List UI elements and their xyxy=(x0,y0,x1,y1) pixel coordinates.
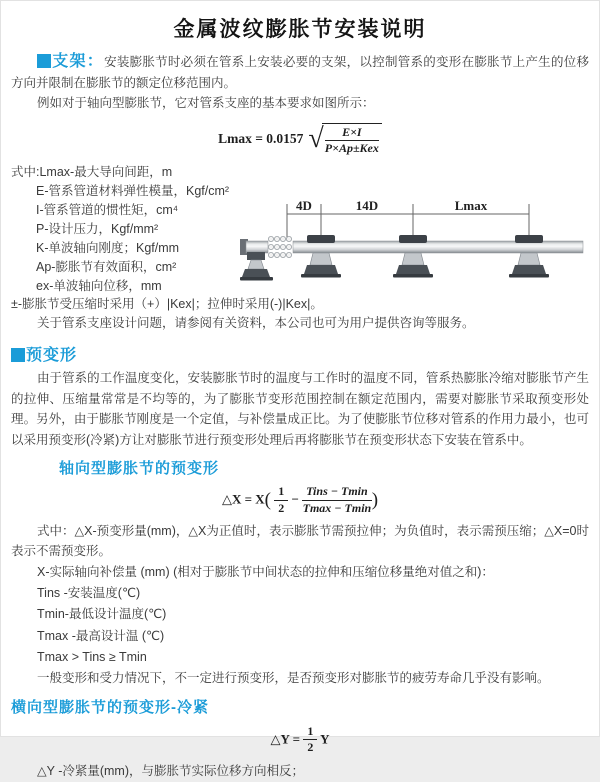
dimension-label-lmax: Lmax xyxy=(454,198,488,214)
definition-item: E-管系管道材料弹性模量，Kgf/cm² xyxy=(36,184,230,198)
one-half-fraction xyxy=(274,485,288,516)
plus-minus-note: ±-膨胀节受压缩时采用（+）|Kex|；拉伸时采用(-)|Kex|。 xyxy=(11,297,323,312)
fraction-numerator: 1 xyxy=(274,485,288,501)
preform-section-heading xyxy=(11,342,589,365)
axial-preform-formula xyxy=(11,485,589,516)
preform-heading-label: 预变形 xyxy=(26,347,78,365)
axial-formula-note: 式中：△X-预变形量(mm)，△X为正值时，表示膨胀节需预拉伸；为负值时，表示需预压缩；△X=0时表示不需预变形。 xyxy=(11,523,589,559)
temperature-fraction xyxy=(302,485,372,516)
lmax-formula-prefix: Lmax = 0.0157 xyxy=(218,130,304,146)
fraction-denominator: 2 xyxy=(278,500,285,515)
section-bullet-icon xyxy=(11,348,25,362)
definition-item: P-设计压力，Kgf/mm² xyxy=(36,221,159,236)
axial-definition-item: Tmin-最低设计温度(℃) xyxy=(37,607,167,622)
axial-preform-heading: 轴向型膨胀节的预变形 xyxy=(59,460,220,478)
definition-item: 式中:Lmax-最大导向间距，m xyxy=(11,165,173,180)
axial-definition-item: Tmax > Tins ≥ Tmin xyxy=(37,649,147,664)
lmax-formula-numerator: E×I xyxy=(325,126,379,142)
support-intro-text: 安装膨胀节时必须在管系上安装必要的支架，以控制管系的变形在膨胀节上产生的位移方向并限制在膨胀节的额定位移范围内。 xyxy=(11,55,589,90)
axial-definition-item: X-实际轴向补偿量 (mm) (相对于膨胀节中间状态的拉伸和压缩位移量绝对值之和)： xyxy=(37,564,494,579)
definition-item: ex-单波轴向位移，mm xyxy=(36,278,162,293)
transverse-preform-heading: 横向型膨胀节的预变形-冷紧 xyxy=(11,698,209,716)
transverse-formula-note: △Y -冷紧量(mm)，与膨胀节实际位移方向相反； xyxy=(37,764,305,779)
axial-definition-item: Tins -安装温度(℃) xyxy=(37,585,141,600)
axial-definitions-list xyxy=(11,562,589,668)
axial-formula-lhs: △X = X xyxy=(221,491,265,507)
dimension-label-4d: 4D xyxy=(296,198,312,214)
fraction-numerator: 1 xyxy=(303,725,317,741)
dimension-label-14d: 14D xyxy=(355,198,379,214)
support-intro-paragraph xyxy=(11,52,589,93)
lmax-formula xyxy=(11,123,589,157)
definition-item: Ap-膨胀节有效面积，cm² xyxy=(36,259,177,274)
close-paren: ) xyxy=(371,489,379,511)
open-paren: ( xyxy=(264,489,271,511)
consult-note: 关于管系支座设计问题，请参阅有关资料，本公司也可为用户提供咨询等服务。 xyxy=(37,316,475,331)
definition-item: I-管系管道的惯性矩，cm⁴ xyxy=(36,202,179,217)
symbol-definitions-list xyxy=(11,163,266,295)
definitions-and-diagram-row xyxy=(11,163,589,295)
pipe-support-diagram xyxy=(237,193,589,291)
sqrt-radical-icon: √ xyxy=(308,123,324,155)
axial-remark: 一般变形和受力情况下，不一定进行预变形，是否预变形对膨胀节的疲劳寿命几乎没有影响。 xyxy=(37,671,550,686)
bellows-icon xyxy=(268,236,291,257)
section-bullet-icon xyxy=(37,54,51,68)
fraction-denominator: Tmax − Tmin xyxy=(302,500,372,515)
minus-sign: − xyxy=(291,491,299,507)
lmax-formula-radicand xyxy=(322,123,382,157)
transverse-formula-lhs: △Y = xyxy=(270,730,301,746)
page-title: 金属波纹膨胀节安装说明 xyxy=(173,18,427,41)
lmax-formula-denominator: P×Ap±Kex xyxy=(324,141,379,156)
preform-paragraph: 由于管系的工作温度变化，安装膨胀节时的温度与工作时的温度不同，管系热膨胀冷缩对膨胀节产生的拉伸、压缩量常常是不均等的，为了膨胀节变形范围控制在额定范围内，需要对膨胀节采取预变形处理。另外，由于膨胀节刚度是一个定值，与补偿量成正比。为了使膨胀节位移对管系的作用力最小，也可以采用预变形(冷紧)方让对膨胀节进行预变形处理后再将膨胀节在预变形状态下安装在管系中。 xyxy=(11,371,589,447)
support-section-heading: 支架： xyxy=(52,53,105,70)
fraction-denominator: 2 xyxy=(307,740,314,755)
anchor-support xyxy=(240,252,273,281)
transverse-preform-formula xyxy=(11,725,589,756)
pipe-stub xyxy=(246,241,268,253)
one-half-fraction xyxy=(303,725,317,756)
transverse-formula-rhs: Y xyxy=(320,730,330,746)
definition-item: K-单波轴向刚度；Kgf/mm xyxy=(36,240,180,255)
axial-definition-item: Tmax -最高设计温 (℃) xyxy=(37,628,165,643)
fraction-numerator: Tins − Tmin xyxy=(302,485,372,501)
support-example-line: 例如对于轴向型膨胀节，它对管系支座的基本要求如图所示： xyxy=(37,96,375,110)
